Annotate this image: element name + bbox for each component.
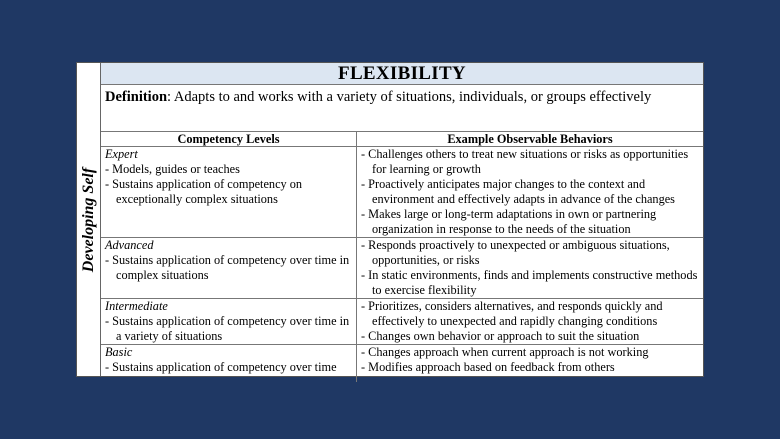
header-competency-levels: Competency Levels <box>101 132 357 147</box>
level-name: Advanced <box>105 238 154 252</box>
card-main <box>101 63 703 376</box>
behavior-item: - Challenges others to treat new situations or risks as opportunities for learning or growth <box>361 147 689 176</box>
competency-item: - Sustains application of competency on exceptionally complex situations <box>105 177 303 206</box>
competency-cell <box>101 147 357 238</box>
definition-label: Definition <box>105 89 168 105</box>
level-name: Expert <box>105 147 138 161</box>
competency-card <box>76 62 704 377</box>
competency-table <box>101 132 703 382</box>
competency-item: - Models, guides or teaches <box>105 162 240 176</box>
category-label: Developing Self <box>80 167 97 272</box>
side-column <box>77 63 101 376</box>
behavior-item: - Changes own behavior or approach to suit the situation <box>361 329 640 343</box>
competency-item: - Sustains application of competency over time <box>105 360 337 374</box>
behavior-item: - Makes large or long-term adaptations in own or partnering organization in response to the needs of the situation <box>361 207 657 236</box>
behavior-item: - Changes approach when current approach is not working <box>361 345 649 359</box>
behaviors-cell <box>357 345 704 382</box>
competency-item: - Sustains application of competency over time in a variety of situations <box>105 314 350 343</box>
behavior-item: - Responds proactively to unexpected or ambiguous situations, opportunities, or risks <box>361 238 670 267</box>
competency-cell <box>101 238 357 299</box>
table-row-expert <box>101 147 703 238</box>
level-name: Basic <box>105 345 133 359</box>
competency-title: FLEXIBILITY <box>101 63 703 85</box>
competency-cell <box>101 345 357 382</box>
competency-item: - Sustains application of competency over time in complex situations <box>105 253 350 282</box>
behavior-item: - Proactively anticipates major changes to the context and environment and effectively adapts in advance of the changes <box>361 177 675 206</box>
behaviors-cell <box>357 238 704 299</box>
behavior-item: - Prioritizes, considers alternatives, and responds quickly and effectively to unexpected and rapidly changing conditions <box>361 299 663 328</box>
behaviors-cell <box>357 147 704 238</box>
definition-text: : Adapts to and works with a variety of situations, individuals, or groups effectively <box>167 89 652 105</box>
table-header <box>101 132 703 147</box>
behavior-item: - Modifies approach based on feedback from others <box>361 360 615 374</box>
header-example-behaviors: Example Observable Behaviors <box>357 132 704 147</box>
table-row-basic <box>101 345 703 382</box>
table-row-advanced <box>101 238 703 299</box>
behavior-item: - In static environments, finds and implements constructive methods to exercise flexibility <box>361 268 698 297</box>
level-name: Intermediate <box>105 299 168 313</box>
definition-row <box>101 85 703 132</box>
table-row-intermediate <box>101 299 703 345</box>
behaviors-cell <box>357 299 704 345</box>
competency-cell <box>101 299 357 345</box>
